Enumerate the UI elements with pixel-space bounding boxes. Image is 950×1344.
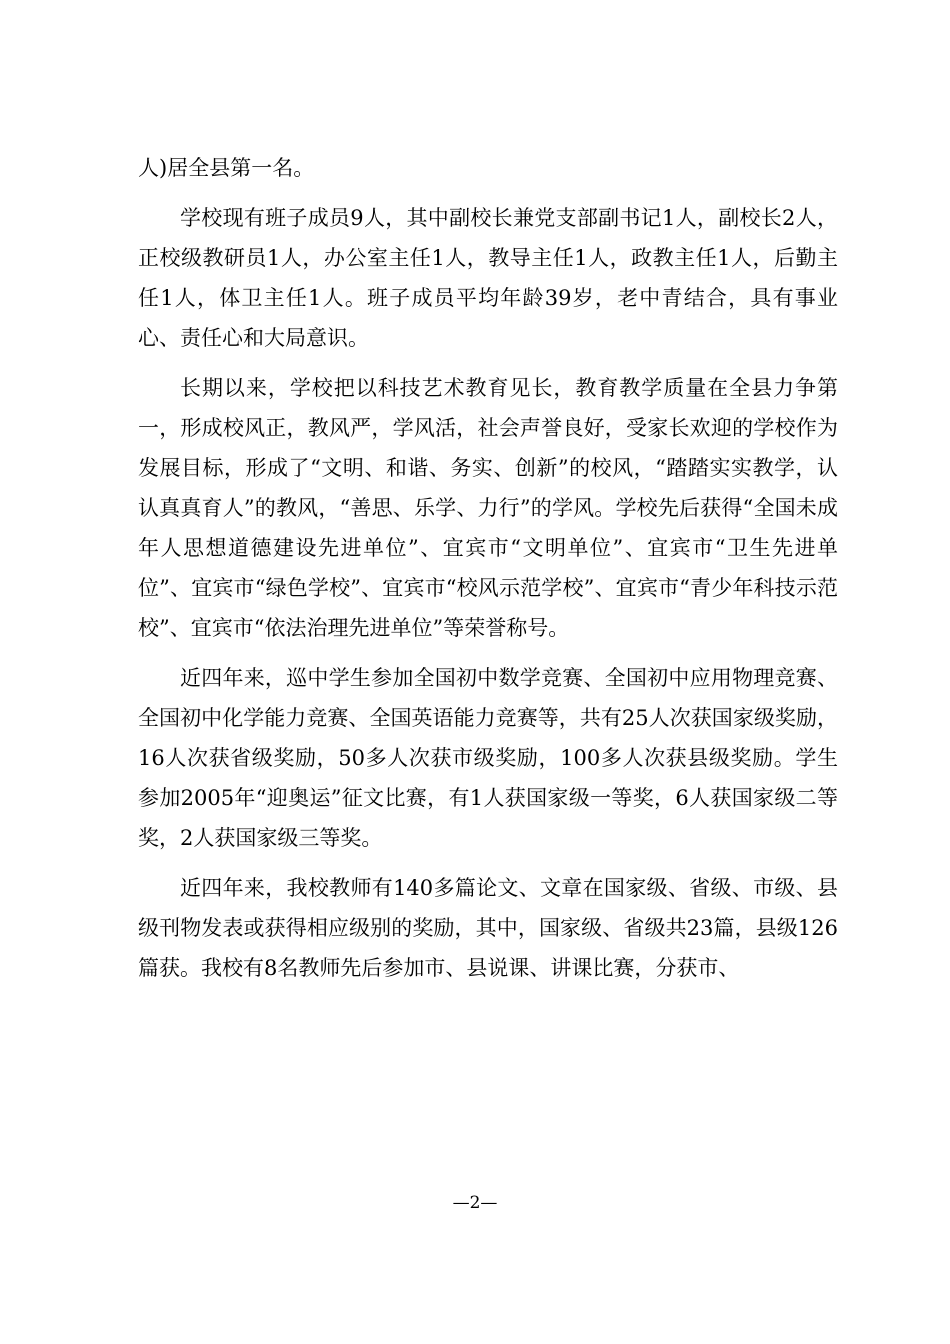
paragraph-student-awards: 近四年来，巡中学生参加全国初中数学竞赛、全国初中应用物理竞赛、全国初中化学能力竞赛、全国英语能力竞赛等，共有25人次获国家级奖励，16人次获省级奖励，50多人次获市级奖励，100多人次获县级奖励。学生参加2005年“迎奥运”征文比赛，有1人获国家级一等奖，6人获国家级二等奖，2人获国家级三等奖。 [138, 666, 838, 850]
page-number: —2— [452, 1193, 498, 1213]
paragraph-school-goals: 长期以来，学校把以科技艺术教育见长，教育教学质量在全县力争第一，形成校风正，教风严，学风活，社会声誉良好，受家长欢迎的学校作为发展目标，形成了“文明、和谐、务实、创新”的校风，“踏踏实实教学，认认真真育人”的教风，“善思、乐学、力行”的学风。学校先后获得“全国未成年人思想道德建设先进单位”、宜宾市“文明单位”、宜宾市“卫生先进单位”、宜宾市“绿色学校”、宜宾市“校风示范学校”、宜宾市“青少年科技示范校”、宜宾市“依法治理先进单位”等荣誉称号。 [138, 376, 838, 640]
paragraph-continuation: 人)居全县第一名。 [138, 156, 315, 180]
paragraph-leadership: 学校现有班子成员9人，其中副校长兼党支部副书记1人，副校长2人，正校级教研员1人，办公室主任1人，教导主任1人，政教主任1人，后勤主任1人，体卫主任1人。班子成员平均年龄39岁，老中青结合，具有事业心、责任心和大局意识。 [138, 206, 838, 350]
document-body [138, 148, 838, 988]
paragraph-teacher-achievements: 近四年来，我校教师有140多篇论文、文章在国家级、省级、市级、县级刊物发表或获得相应级别的奖励，其中，国家级、省级共23篇，县级126篇获。我校有8名教师先后参加市、县说课、讲课比赛，分获市、 [138, 876, 838, 980]
